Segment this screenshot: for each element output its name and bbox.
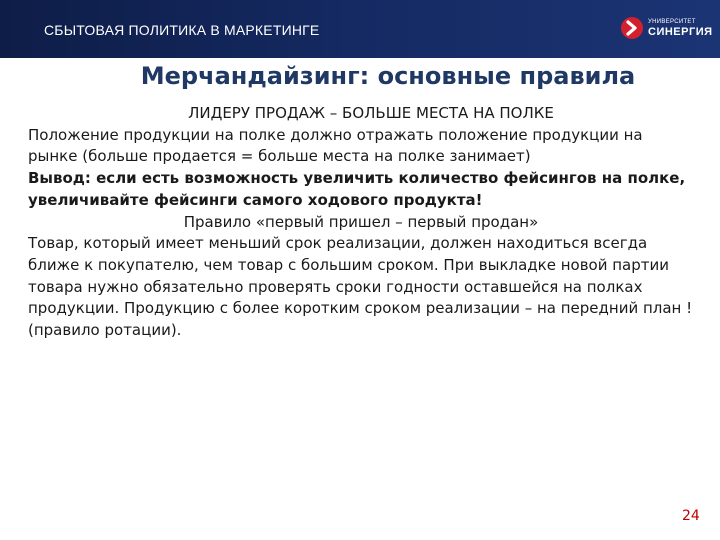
slide-title: Мерчандайзинг: основные правила [140, 62, 636, 90]
header-title: СБЫТОВАЯ ПОЛИТИКА В МАРКЕТИНГЕ [44, 22, 320, 38]
page-number: 24 [682, 508, 700, 524]
subtitle-leader-sales: ЛИДЕРУ ПРОДАЖ – БОЛЬШЕ МЕСТА НА ПОЛКЕ [188, 104, 554, 122]
conclusion-text: Вывод: если есть возможность увеличить количество фейсингов на полке, увеличивайте фейсинги самого ходового продукта! [28, 169, 686, 209]
paragraph-rotation: Товар, который имеет меньший срок реализации, должен находиться всегда ближе к покупателю, чем товар с большим сроком. При выкладке новой партии товара нужно обязательно проверять сроки годности оставшейся на полках продукции. Продукцию с более коротким сроком реализации – на передний план ! (правило ротации). [28, 234, 693, 340]
subtitle-fifo-rule: Правило «первый пришел – первый продан» [183, 212, 539, 231]
logo-name-text: СИНЕРГИЯ [648, 26, 713, 38]
slide-header [0, 0, 720, 58]
slide-content [28, 103, 694, 342]
synergy-logo [620, 14, 713, 44]
paragraph-shelf-position: Положение продукции на полке должно отражать положение продукции на рынке (больше продается = больше места на полке занимает) [28, 125, 643, 166]
synergy-logo-icon [620, 16, 644, 40]
logo-university-text: УНИВЕРСИТЕТ [648, 19, 696, 25]
